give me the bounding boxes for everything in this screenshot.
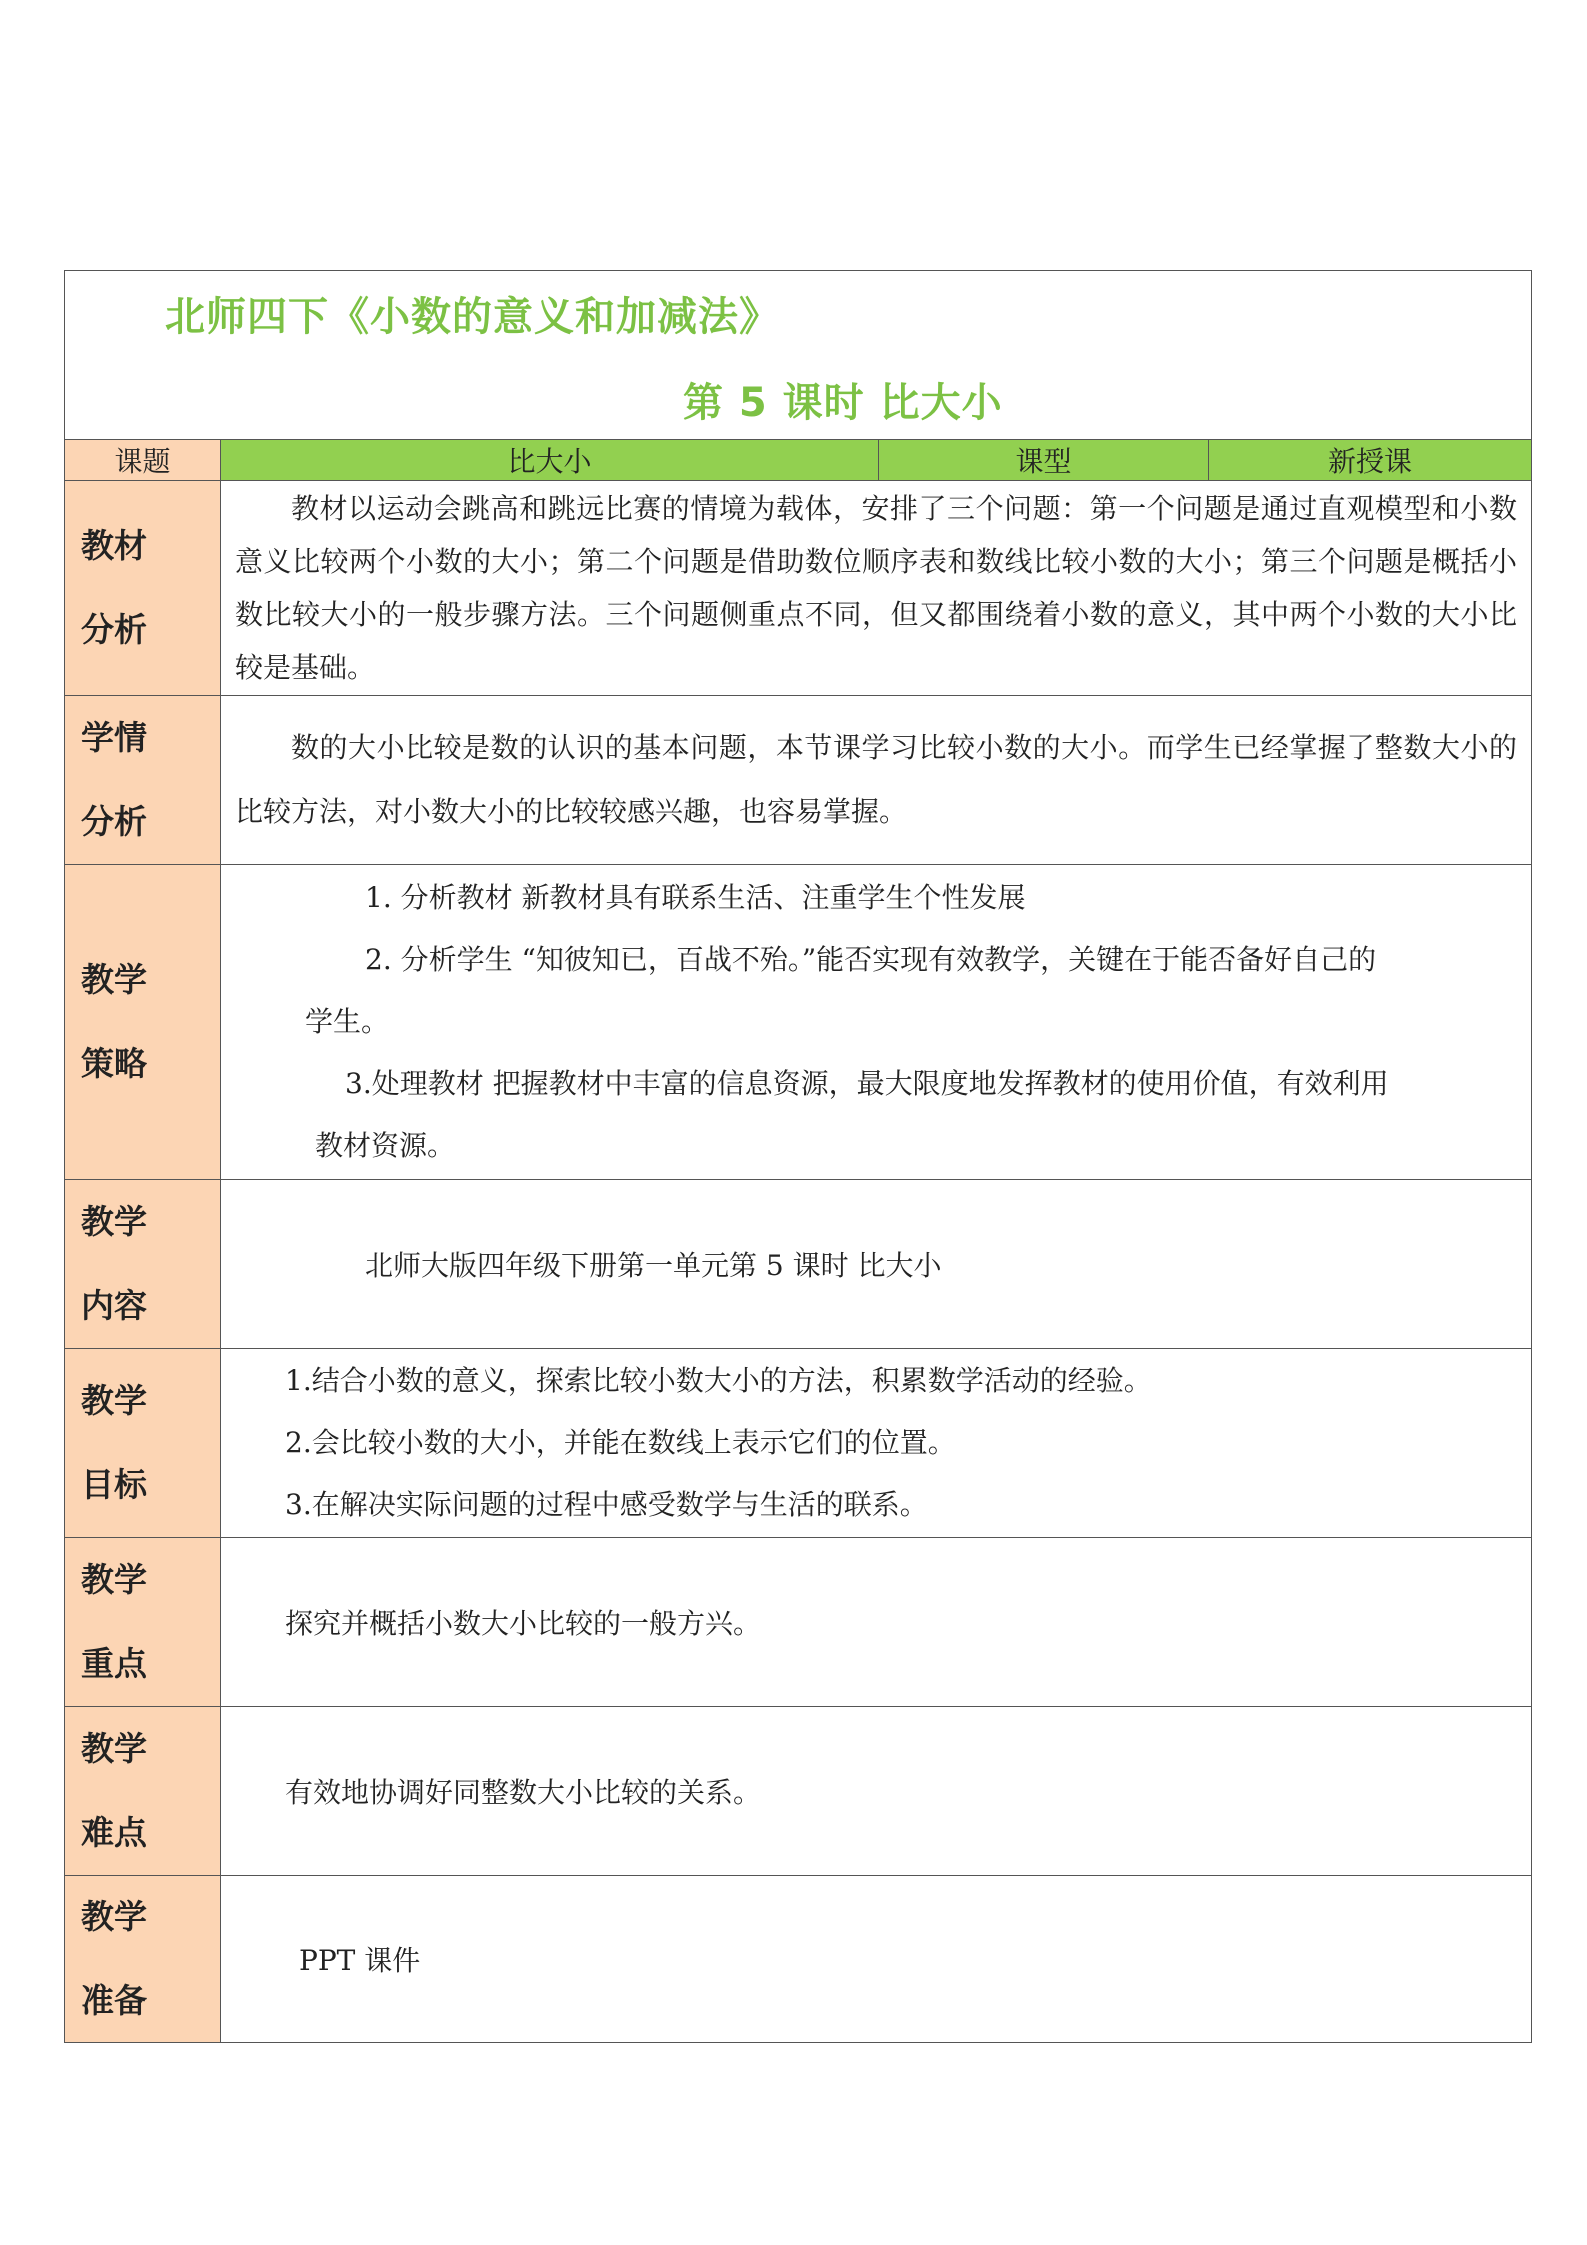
row-label: [65, 696, 221, 864]
meta-row: [65, 440, 1531, 481]
row-content: [221, 481, 1531, 695]
row-label-line-1: 教学: [81, 1202, 147, 1241]
row-label-line-1: 教学: [81, 960, 147, 999]
row-content: [221, 865, 1531, 1179]
row-label-line-1: 教学: [81, 1897, 147, 1936]
row-label: [65, 1707, 221, 1875]
row-label-line-2: 准备: [81, 1981, 147, 2020]
row-label-line-1: 教材: [81, 526, 147, 565]
lesson-title: 第 5 课时 比大小: [683, 380, 1003, 426]
row-label: [65, 1538, 221, 1706]
goal-item: 1.结合小数的意义，探索比较小数大小的方法，积累数学活动的经验。: [285, 1364, 1152, 1397]
teaching-difficulty-text: 有效地协调好同整数大小比较的关系。: [285, 1776, 762, 1809]
teaching-focus-text: 探究并概括小数大小比较的一般方兴。: [285, 1607, 762, 1640]
strategy-item: 3.处理教材 把握教材中丰富的信息资源，最大限度地发挥教材的使用价值，有效利用: [345, 1067, 1389, 1100]
row-content: [221, 1707, 1531, 1875]
strategy-item: 1. 分析教材 新教材具有联系生活、注重学生个性发展: [365, 881, 1026, 914]
row-label: [65, 1180, 221, 1348]
row-label-line-2: 重点: [81, 1644, 147, 1683]
row-teaching-preparation: [65, 1876, 1531, 2042]
row-content: [221, 1538, 1531, 1706]
topic-label: 课题: [65, 440, 221, 480]
teaching-content-text: 北师大版四年级下册第一单元第 5 课时 比大小: [365, 1249, 942, 1282]
strategy-item: 教材资源。: [315, 1129, 456, 1162]
teaching-preparation-text: PPT 课件: [299, 1944, 421, 1977]
row-teaching-goals: [65, 1349, 1531, 1538]
row-label-line-2: 目标: [81, 1465, 147, 1504]
row-label-line-2: 分析: [81, 610, 147, 649]
row-teaching-focus: [65, 1538, 1531, 1707]
row-label-line-1: 教学: [81, 1560, 147, 1599]
material-analysis-text: 教材以运动会跳高和跳远比赛的情境为载体，安排了三个问题：第一个问题是通过直观模型和小数意义比较两个小数的大小；第二个问题是借助数位顺序表和数线比较小数的大小；第三个问题是概括小数比较大小的一般步骤方法。三个问题侧重点不同，但又都围绕着小数的意义，其中两个小数的大小比较是基础。: [235, 492, 1517, 684]
row-content: [221, 1876, 1531, 2042]
row-content: [221, 1180, 1531, 1348]
strategy-item: 2. 分析学生 “知彼知已，百战不殆。”能否实现有效教学，关键在于能否备好自己的: [365, 943, 1377, 976]
row-label-line-2: 难点: [81, 1813, 147, 1852]
row-material-analysis: [65, 481, 1531, 696]
row-label-line-1: 教学: [81, 1381, 147, 1420]
goal-item: 2.会比较小数的大小，并能在数线上表示它们的位置。: [285, 1426, 956, 1459]
row-content: [221, 696, 1531, 864]
goal-item: 3.在解决实际问题的过程中感受数学与生活的联系。: [285, 1488, 928, 1521]
row-teaching-content: [65, 1180, 1531, 1349]
row-teaching-strategy: [65, 865, 1531, 1180]
row-label-line-2: 内容: [81, 1286, 147, 1325]
student-analysis-text: 数的大小比较是数的认识的基本问题，本节课学习比较小数的大小。而学生已经掌握了整数大小的比较方法，对小数大小的比较较感兴趣，也容易掌握。: [235, 731, 1517, 828]
series-title: 北师四下《小数的意义和加减法》: [165, 294, 780, 340]
row-label-line-2: 分析: [81, 802, 147, 841]
row-student-analysis: [65, 696, 1531, 865]
document-header: [65, 271, 1531, 440]
row-label-line-2: 策略: [81, 1044, 147, 1083]
strategy-item: 学生。: [305, 1005, 390, 1038]
topic-value: 比大小: [221, 440, 879, 480]
row-content: [221, 1349, 1531, 1537]
row-label: [65, 865, 221, 1179]
row-label: [65, 1876, 221, 2042]
row-label: [65, 481, 221, 695]
row-label-line-1: 教学: [81, 1729, 147, 1768]
lesson-plan-table: [64, 270, 1532, 2043]
row-label-line-1: 学情: [81, 718, 147, 757]
row-teaching-difficulty: [65, 1707, 1531, 1876]
type-label: 课型: [879, 440, 1209, 480]
type-value: 新授课: [1209, 440, 1531, 480]
row-label: [65, 1349, 221, 1537]
